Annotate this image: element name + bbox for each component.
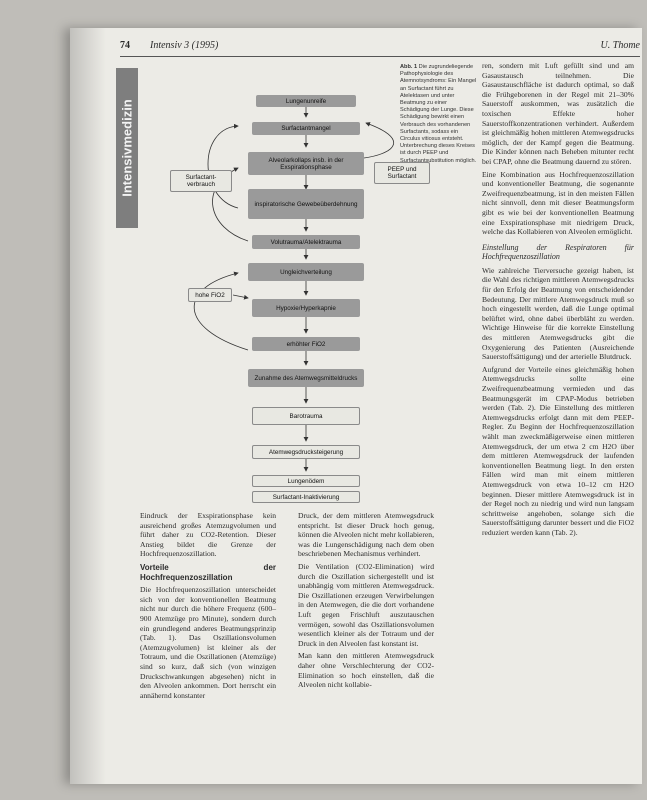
diagram-box-fio2: erhöhter FiO2	[252, 337, 360, 351]
figure-caption	[400, 64, 478, 165]
diagram-label-hohe-fio2: hohe FiO2	[188, 288, 232, 302]
paragraph: Man kann den mittleren Atemwegsdruck daher ohne Verschlechterung der CO2-Elimination so hoch einstellen, daß die Alveolen nicht kollabie-	[298, 651, 434, 690]
author-name: U. Thome	[600, 40, 640, 51]
paragraph: Druck, der dem mittleren Atemwegsdruck entspricht. Ist dieser Druck hoch genug, können die Alveolen nicht mehr kollabieren, was die Lungenschädigung nach dem oben beschriebenen Mechanismus verhindert.	[298, 511, 434, 559]
text-column-2	[298, 511, 434, 693]
diagram-box-ungleichverteilung: Ungleichverteilung	[248, 263, 364, 281]
paragraph: Aufgrund der Vorteile eines gleichmäßig hohen Atemwegsdrucks sollte eine Zweifrequenzbeatmung vermieden und das Beatmungsgerät im CPAP-Modus betrieben werden (Tab. 2). Die Einstellung des mittleren Atemwegsdrucks erfolgt dann mit dem PEEP-Regler. Zu Beginn der Hochfrequenzoszillation wählt man zweckmäßigerweise einen mittleren Atemwegsdruck, der um etwa 2 cm H2O über dem mittleren Atemwegsdruck der laufenden konventionellen Beatmung liegt. In den ersten Fällen wird man mit einem mittleren Atemwegsdruck von etwa 10–12 cm H2O beginnen. Dieser mittlere Atemwegsdruck ist in der Regel noch zu niedrig und wird nun langsam schrittweise angehoben, solange sich die Sauerstoffsättigung darunter bessert und die FiO2 reduziert werden kann (Tab. 2).	[482, 364, 634, 537]
page-number: 74	[120, 40, 130, 51]
diagram-box-alveolarkollaps: Alveolarkollaps insb. in der Exspirationsphase	[248, 152, 364, 175]
diagram-box-gewebeueberdehnung: inspiratorische Gewebeüberdehnung	[248, 189, 364, 219]
paragraph: Eindruck der Exspirationsphase kein ausreichend großes Atemzugvolumen und führt daher zu CO2-Retention. Dieser Anstieg bildet die Grenze der Hochfrequenzoszillation.	[140, 511, 276, 559]
diagram-box-surfactantmangel: Surfactantmangel	[252, 122, 360, 135]
paragraph: Eine Kombination aus Hochfrequenzoszillation und konventioneller Beatmung, die sogenannte Zweifrequenzbeatmung, ist in den meisten Fällen nicht sinnvoll, denn mit dieser Beatmungsform gibt es wie bei der konventionellen Beatmung eine Exspirationsphase mit niedrigem Druck, welche das Kollabieren von Alveolen ermöglicht.	[482, 169, 634, 237]
journal-reference: Intensiv 3 (1995)	[150, 40, 219, 51]
section-tab-label: Intensivmedizin	[119, 99, 135, 197]
text-column-1	[140, 511, 276, 703]
diagram-box-atemwegsmitteldruck: Zunahme des Atemwegsmitteldrucks	[248, 369, 364, 387]
gutter-shadow	[70, 28, 106, 784]
running-header	[120, 40, 640, 57]
diagram-label-surfactantverbrauch: Surfactant-verbrauch	[170, 170, 232, 192]
text-column-3	[482, 61, 634, 541]
diagram-label-peep: PEEP und Surfactant	[374, 162, 430, 184]
diagram-box-volutrauma: Volutrauma/Atelektrauma	[252, 235, 360, 249]
diagram-box-atemwegsdrucksteigerung: Atemwegsdrucksteigerung	[252, 445, 360, 459]
diagram-box-surfactant-inaktivierung: Surfactant-Inaktivierung	[252, 491, 360, 503]
paragraph: Wie zahlreiche Tierversuche gezeigt haben, ist die Wahl des richtigen mittleren Atemwegsdrucks für den Erfolg der Beatmung von entscheidender Bedeutung. Der mittlere Atemwegsdruck muß so hoch eingestellt werden, daß die Lunge optimal belüftet wird, ohne dabei überbläht zu werden. Wichtige Hinweise für die korrekte Einstellung des mittleren Atemwegsdrucks gibt die Oxygenierung des Patienten (Ausreichende Sauerstoffsättigung) und der arterielle Blutdruck.	[482, 265, 634, 362]
section-heading: Einstellung der Respiratoren für Hochfrequenzoszillation	[482, 242, 634, 262]
section-tab	[116, 68, 138, 228]
figure-caption-label: Abb. 1	[400, 64, 418, 70]
paragraph: Die Ventilation (CO2-Elimination) wird durch die Oszillation sichergestellt und ist unabhängig vom mittleren Atemwegsdruck. Die Oszillationen erzeugen Verwirbelungen in den Atemwegen, die die dort vorhandene Luft gegen Frischluft auszutauschen vermögen, sowohl das Oszillationsvolumen wesentlich kleiner als der Totraum und der Druck in den Alveolen fast konstant ist.	[298, 561, 434, 648]
diagram-box-barotrauma: Barotrauma	[252, 407, 360, 425]
diagram-box-hypoxie: Hypoxie/Hyperkapnie	[252, 299, 360, 317]
diagram-box-lungenunreife: Lungenunreife	[256, 95, 356, 107]
paragraph: ren, sondern mit Luft gefüllt sind und am Gasaustausch teilnehmen. Die Gasaustauschfläche ist dadurch optimal, so daß die Frühgeborenen in der Regel mit 21–30% Sauerstoff auskommen, was zusätzlich die toxischen Effekte hoher Sauerstoffkonzentrationen verhindert. Außerdem ist gleichmäßig hohen mittleren Atemwegsdrucks möglich, der der Kampf gegen die Beatmung. Die Kinder können nach Beheben mitunter recht bei CPAP, ohne die Beatmung dauernd zu stören.	[482, 61, 634, 166]
paragraph: Die Hochfrequenzoszillation unterscheidet sich von der konventionellen Beatmung nicht nur durch die höhere Frequenz (600–900 Atemzüge pro Minute), sondern durch ein grundlegend anderes Beatmungsprinzip (Tab. 1). Das Oszillationsvolumen (Atemzugvolumen) ist kleiner als der Totraum, und die Oszillationen (Atemzüge) sind so kurz, daß sich (von winzigen Druckschwankungen abgesehen) nicht in den Alveolen ankommen. Dort herrscht ein annähernd konstanter	[140, 585, 276, 700]
document-page	[70, 28, 642, 784]
diagram-box-lungenoedem: Lungenödem	[252, 475, 360, 487]
figure-caption-text: Die zugrundeliegende Pathophysiologie des Atemnotsyndroms: Ein Mangel an Surfactant führt zu Atelektasen und unter Beatmung zu einer Schädigung der Lunge. Diese Schädigung bewirkt einen Verbrauch des vorhandenen Surfactants, sodass ein Circulus vitiosus entsteht. Unterbrechung dieses Kreises ist durch PEEP und Surfactantsubstitution möglich.	[400, 64, 477, 164]
section-heading: Vorteile der Hochfrequenzoszillation	[140, 562, 276, 582]
